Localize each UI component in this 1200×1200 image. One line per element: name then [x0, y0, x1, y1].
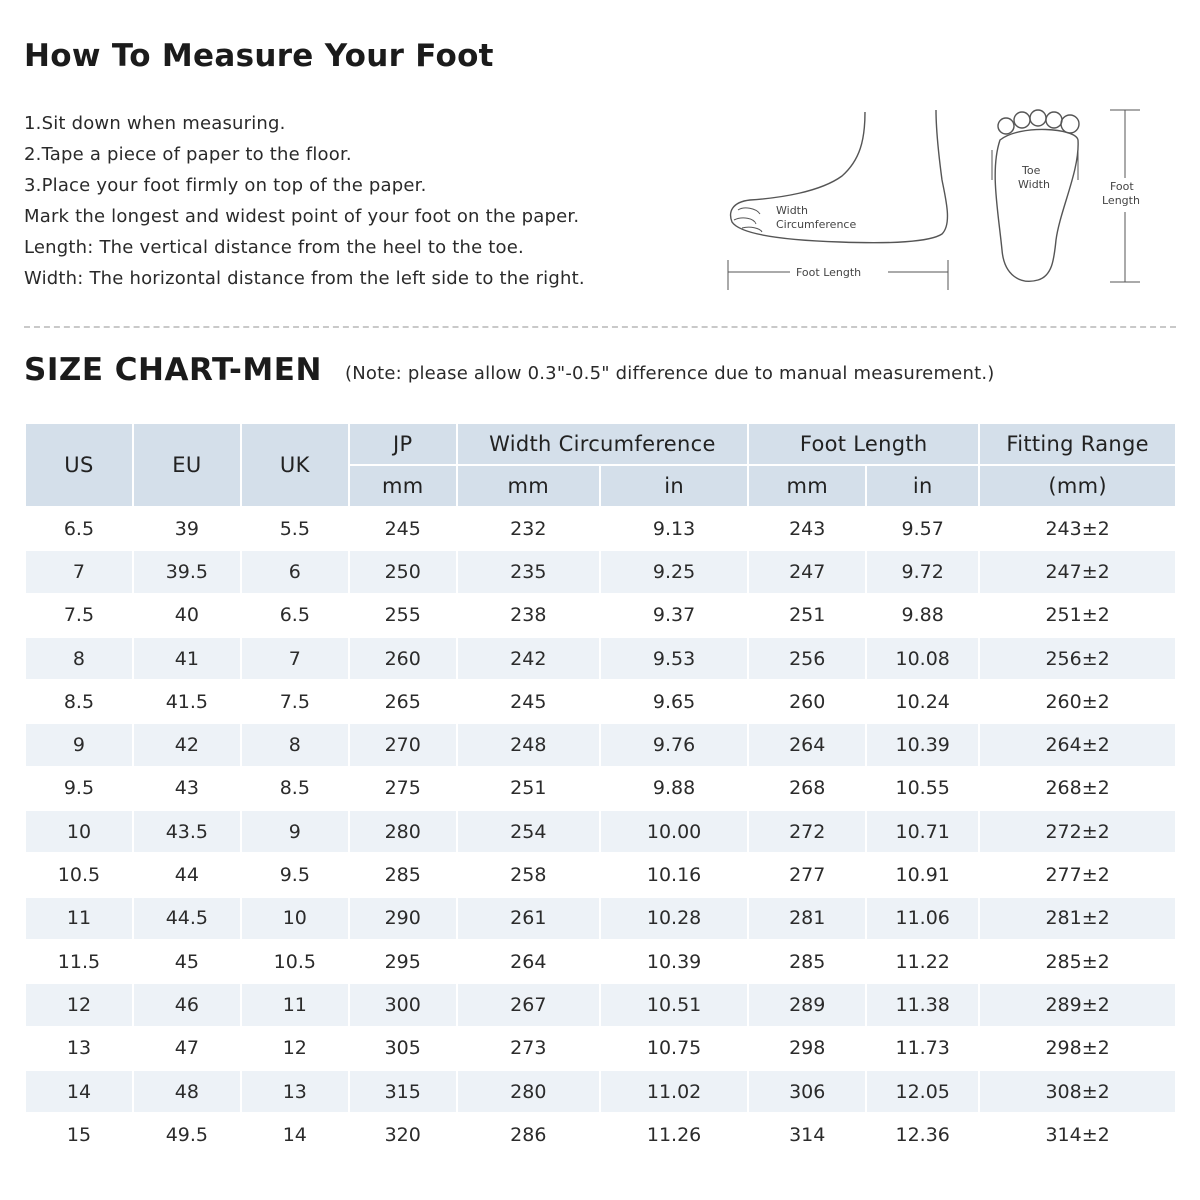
cell-us-size: 12	[26, 984, 132, 1025]
cell-jp-mm: 290	[350, 898, 456, 939]
cell-us-size: 7.5	[26, 595, 132, 636]
width-circumference-label: Circumference	[776, 218, 857, 231]
cell-fitting-range: 277±2	[980, 854, 1175, 895]
foot-measurement-diagram	[720, 100, 1160, 300]
size-chart-table	[24, 422, 1177, 1157]
header-width-circumference: Width Circumference	[458, 424, 748, 464]
table-row	[26, 1071, 1175, 1112]
cell-width-mm: 254	[458, 811, 599, 852]
header-uk: UK	[242, 424, 348, 506]
cell-uk-size: 11	[242, 984, 348, 1025]
cell-width-in: 10.28	[601, 898, 747, 939]
cell-uk-size: 8.5	[242, 768, 348, 809]
cell-fitting-range: 260±2	[980, 681, 1175, 722]
cell-uk-size: 6	[242, 551, 348, 592]
cell-width-in: 10.75	[601, 1028, 747, 1069]
cell-fitting-range: 264±2	[980, 724, 1175, 765]
size-chart-body	[26, 508, 1175, 1155]
cell-jp-mm: 295	[350, 941, 456, 982]
cell-jp-mm: 275	[350, 768, 456, 809]
cell-length-in: 12.05	[867, 1071, 978, 1112]
cell-us-size: 11	[26, 898, 132, 939]
cell-length-in: 11.73	[867, 1028, 978, 1069]
cell-us-size: 8	[26, 638, 132, 679]
instruction-step: 3.Place your foot firmly on top of the paper.	[24, 175, 427, 196]
cell-width-in: 9.65	[601, 681, 747, 722]
cell-fitting-range: 285±2	[980, 941, 1175, 982]
cell-width-mm: 267	[458, 984, 599, 1025]
cell-width-mm: 286	[458, 1114, 599, 1155]
cell-jp-mm: 300	[350, 984, 456, 1025]
cell-eu-size: 43.5	[134, 811, 240, 852]
cell-fitting-range: 243±2	[980, 508, 1175, 549]
top-foot-illustration	[995, 110, 1079, 281]
cell-uk-size: 5.5	[242, 508, 348, 549]
cell-uk-size: 14	[242, 1114, 348, 1155]
top-foot-length-label: Length	[1102, 194, 1140, 207]
cell-width-mm: 232	[458, 508, 599, 549]
cell-jp-mm: 265	[350, 681, 456, 722]
cell-us-size: 9	[26, 724, 132, 765]
size-chart-title: SIZE CHART-MEN	[24, 352, 322, 388]
cell-eu-size: 45	[134, 941, 240, 982]
table-row	[26, 898, 1175, 939]
cell-width-in: 9.88	[601, 768, 747, 809]
table-row	[26, 595, 1175, 636]
cell-length-mm: 314	[749, 1114, 865, 1155]
header-fitting-unit: (mm)	[980, 466, 1175, 506]
cell-width-mm: 238	[458, 595, 599, 636]
toe-width-label: Width	[1018, 178, 1050, 191]
cell-us-size: 11.5	[26, 941, 132, 982]
instruction-step: Length: The vertical distance from the heel to the toe.	[24, 237, 524, 258]
table-row	[26, 984, 1175, 1025]
cell-us-size: 10	[26, 811, 132, 852]
cell-fitting-range: 289±2	[980, 984, 1175, 1025]
header-jp: JP	[350, 424, 456, 464]
cell-us-size: 9.5	[26, 768, 132, 809]
cell-jp-mm: 260	[350, 638, 456, 679]
cell-eu-size: 44	[134, 854, 240, 895]
cell-jp-mm: 280	[350, 811, 456, 852]
cell-uk-size: 6.5	[242, 595, 348, 636]
cell-width-in: 9.13	[601, 508, 747, 549]
cell-length-in: 9.88	[867, 595, 978, 636]
cell-width-in: 11.02	[601, 1071, 747, 1112]
section-divider	[24, 326, 1176, 328]
cell-eu-size: 42	[134, 724, 240, 765]
cell-width-in: 9.37	[601, 595, 747, 636]
header-width-in: in	[601, 466, 747, 506]
cell-width-mm: 242	[458, 638, 599, 679]
cell-us-size: 7	[26, 551, 132, 592]
cell-us-size: 15	[26, 1114, 132, 1155]
cell-width-mm: 235	[458, 551, 599, 592]
cell-eu-size: 44.5	[134, 898, 240, 939]
cell-eu-size: 47	[134, 1028, 240, 1069]
cell-width-in: 9.76	[601, 724, 747, 765]
instruction-step: Width: The horizontal distance from the left side to the right.	[24, 268, 585, 289]
cell-width-mm: 261	[458, 898, 599, 939]
cell-jp-mm: 245	[350, 508, 456, 549]
cell-fitting-range: 308±2	[980, 1071, 1175, 1112]
measuring-instructions	[24, 108, 585, 294]
cell-jp-mm: 250	[350, 551, 456, 592]
cell-length-in: 10.24	[867, 681, 978, 722]
cell-eu-size: 46	[134, 984, 240, 1025]
cell-width-in: 11.26	[601, 1114, 747, 1155]
cell-uk-size: 8	[242, 724, 348, 765]
cell-jp-mm: 315	[350, 1071, 456, 1112]
cell-eu-size: 39	[134, 508, 240, 549]
header-us: US	[26, 424, 132, 506]
header-jp-unit: mm	[350, 466, 456, 506]
table-row	[26, 1114, 1175, 1155]
cell-width-mm: 264	[458, 941, 599, 982]
cell-width-mm: 280	[458, 1071, 599, 1112]
cell-length-mm: 285	[749, 941, 865, 982]
table-row	[26, 638, 1175, 679]
cell-fitting-range: 247±2	[980, 551, 1175, 592]
cell-length-mm: 306	[749, 1071, 865, 1112]
cell-length-in: 10.39	[867, 724, 978, 765]
cell-length-mm: 298	[749, 1028, 865, 1069]
table-row	[26, 811, 1175, 852]
instruction-step: Mark the longest and widest point of your foot on the paper.	[24, 206, 580, 227]
cell-uk-size: 13	[242, 1071, 348, 1112]
table-row	[26, 724, 1175, 765]
cell-length-in: 11.38	[867, 984, 978, 1025]
cell-length-in: 11.06	[867, 898, 978, 939]
size-chart-note: (Note: please allow 0.3"-0.5" difference due to manual measurement.)	[345, 363, 995, 384]
table-row	[26, 551, 1175, 592]
cell-width-in: 10.51	[601, 984, 747, 1025]
cell-length-in: 9.72	[867, 551, 978, 592]
cell-eu-size: 39.5	[134, 551, 240, 592]
cell-width-mm: 245	[458, 681, 599, 722]
header-length-in: in	[867, 466, 978, 506]
table-row	[26, 1028, 1175, 1069]
table-row	[26, 768, 1175, 809]
cell-length-mm: 281	[749, 898, 865, 939]
cell-eu-size: 43	[134, 768, 240, 809]
cell-us-size: 10.5	[26, 854, 132, 895]
cell-width-mm: 273	[458, 1028, 599, 1069]
cell-width-mm: 248	[458, 724, 599, 765]
cell-length-mm: 247	[749, 551, 865, 592]
cell-width-mm: 251	[458, 768, 599, 809]
cell-eu-size: 41	[134, 638, 240, 679]
cell-jp-mm: 305	[350, 1028, 456, 1069]
cell-length-in: 10.91	[867, 854, 978, 895]
header-length-mm: mm	[749, 466, 865, 506]
table-row	[26, 854, 1175, 895]
cell-length-in: 11.22	[867, 941, 978, 982]
cell-us-size: 13	[26, 1028, 132, 1069]
cell-uk-size: 9.5	[242, 854, 348, 895]
cell-eu-size: 48	[134, 1071, 240, 1112]
cell-fitting-range: 251±2	[980, 595, 1175, 636]
cell-uk-size: 7	[242, 638, 348, 679]
cell-eu-size: 49.5	[134, 1114, 240, 1155]
page-title: How To Measure Your Foot	[24, 38, 494, 74]
cell-us-size: 8.5	[26, 681, 132, 722]
cell-length-mm: 277	[749, 854, 865, 895]
cell-length-in: 10.08	[867, 638, 978, 679]
foot-length-label: Foot Length	[796, 266, 862, 279]
cell-length-mm: 264	[749, 724, 865, 765]
cell-jp-mm: 270	[350, 724, 456, 765]
cell-length-mm: 272	[749, 811, 865, 852]
cell-length-mm: 260	[749, 681, 865, 722]
cell-jp-mm: 255	[350, 595, 456, 636]
cell-fitting-range: 314±2	[980, 1114, 1175, 1155]
header-width-mm: mm	[458, 466, 599, 506]
cell-width-in: 9.53	[601, 638, 747, 679]
cell-width-in: 10.00	[601, 811, 747, 852]
cell-length-mm: 251	[749, 595, 865, 636]
cell-length-in: 10.55	[867, 768, 978, 809]
cell-eu-size: 41.5	[134, 681, 240, 722]
cell-length-mm: 289	[749, 984, 865, 1025]
cell-uk-size: 12	[242, 1028, 348, 1069]
cell-fitting-range: 256±2	[980, 638, 1175, 679]
cell-jp-mm: 285	[350, 854, 456, 895]
cell-eu-size: 40	[134, 595, 240, 636]
table-row	[26, 508, 1175, 549]
instruction-step: 1.Sit down when measuring.	[24, 113, 286, 134]
table-row	[26, 941, 1175, 982]
cell-width-in: 9.25	[601, 551, 747, 592]
cell-fitting-range: 298±2	[980, 1028, 1175, 1069]
cell-uk-size: 9	[242, 811, 348, 852]
width-circumference-label: Width	[776, 204, 808, 217]
cell-length-in: 9.57	[867, 508, 978, 549]
toe-width-label: Toe	[1022, 164, 1041, 177]
cell-width-mm: 258	[458, 854, 599, 895]
instruction-step: 2.Tape a piece of paper to the floor.	[24, 144, 352, 165]
top-foot-length-label: Foot	[1110, 180, 1134, 193]
header-fitting-range: Fitting Range	[980, 424, 1175, 464]
cell-us-size: 6.5	[26, 508, 132, 549]
cell-fitting-range: 281±2	[980, 898, 1175, 939]
cell-length-mm: 268	[749, 768, 865, 809]
cell-width-in: 10.16	[601, 854, 747, 895]
cell-length-in: 12.36	[867, 1114, 978, 1155]
cell-uk-size: 7.5	[242, 681, 348, 722]
cell-jp-mm: 320	[350, 1114, 456, 1155]
cell-length-mm: 243	[749, 508, 865, 549]
cell-length-in: 10.71	[867, 811, 978, 852]
cell-width-in: 10.39	[601, 941, 747, 982]
cell-fitting-range: 268±2	[980, 768, 1175, 809]
cell-us-size: 14	[26, 1071, 132, 1112]
cell-length-mm: 256	[749, 638, 865, 679]
cell-uk-size: 10	[242, 898, 348, 939]
cell-uk-size: 10.5	[242, 941, 348, 982]
header-eu: EU	[134, 424, 240, 506]
header-foot-length: Foot Length	[749, 424, 978, 464]
cell-fitting-range: 272±2	[980, 811, 1175, 852]
table-row	[26, 681, 1175, 722]
